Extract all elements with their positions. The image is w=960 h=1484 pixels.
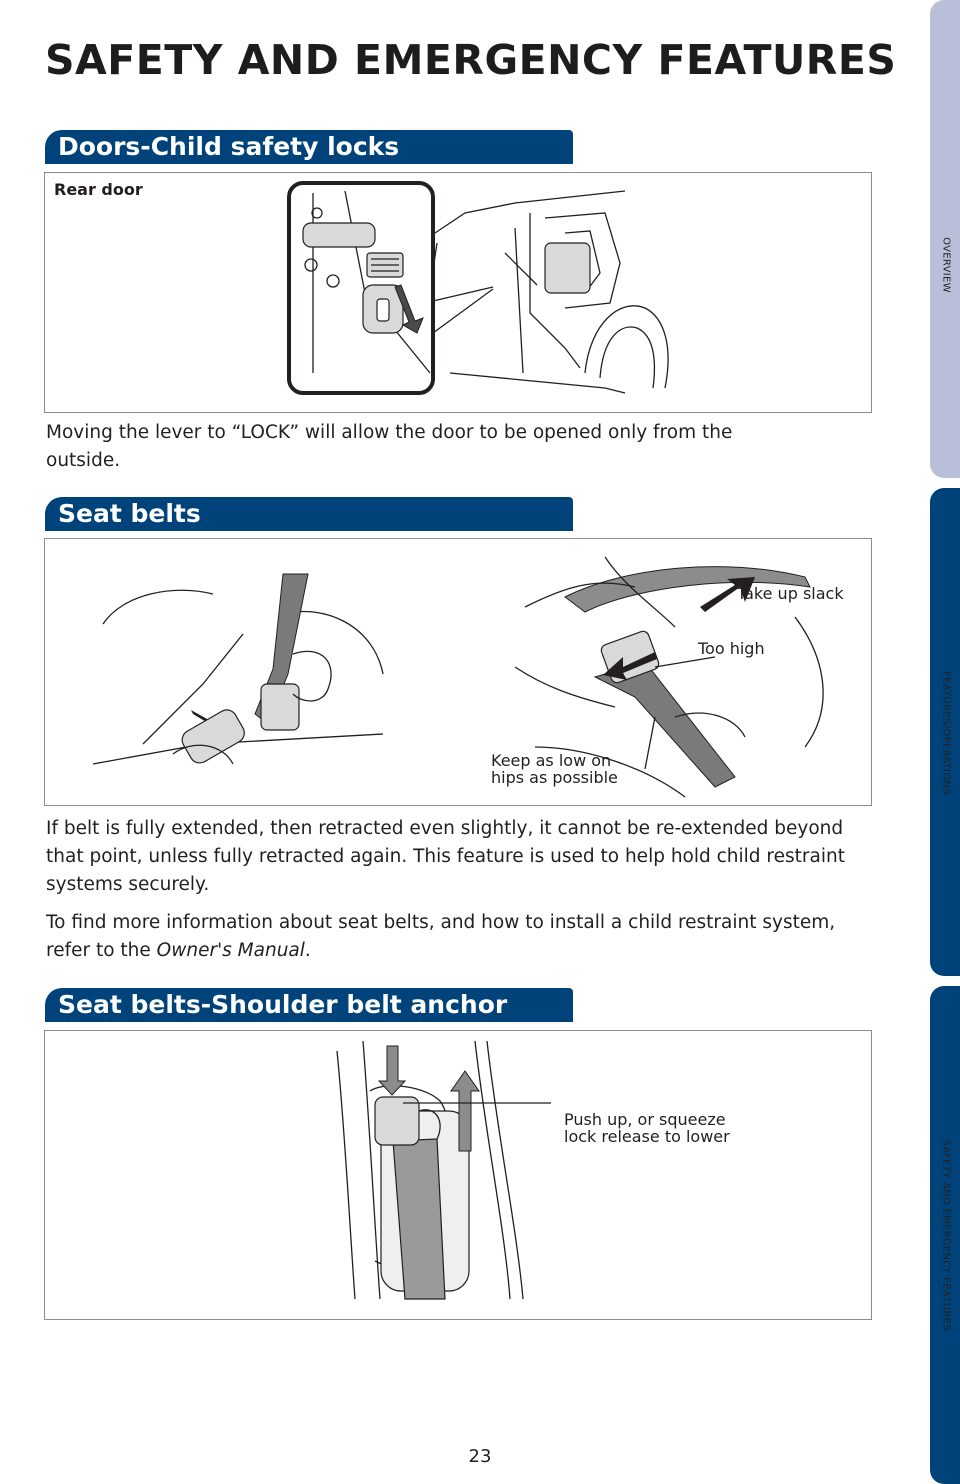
more-info-text: To find more information about seat belts, and how to install a child restraint system, refer to the <box>46 912 836 961</box>
label-take-up-slack: Take up slack <box>737 584 844 603</box>
section-header-seat-belts: Seat belts <box>45 497 573 531</box>
seat-belts-more-info <box>46 909 846 965</box>
child-locks-description: Moving the lever to “LOCK” will allow the door to be opened only from the outside. <box>46 422 733 471</box>
figure-seat-belts <box>44 538 872 806</box>
side-label-overview: OVERVIEW <box>940 237 952 293</box>
section-header-child-locks: Doors-Child safety locks <box>45 130 573 164</box>
figure-rear-door <box>44 172 872 413</box>
seat-belts-description: If belt is fully extended, then retracted even slightly, it cannot be re-extended beyond that point, unless fully retracted again. This feature is used to help hold child restraint systems securely. <box>46 818 845 895</box>
page-title: SAFETY AND EMERGENCY FEATURES <box>45 36 897 84</box>
label-keep-low-1: Keep as low on <box>491 751 612 770</box>
label-push-up-1: Push up, or squeeze <box>564 1110 726 1129</box>
label-push-up-2: lock release to lower <box>564 1127 730 1146</box>
rear-door-illustration <box>45 173 871 412</box>
label-too-high: Too high <box>698 639 765 658</box>
section-header-anchor: Seat belts-Shoulder belt anchor <box>45 988 573 1022</box>
shoulder-anchor-illustration <box>45 1031 871 1319</box>
more-info-end: . <box>304 940 311 961</box>
figure-shoulder-anchor <box>44 1030 872 1320</box>
label-keep-low-2: hips as possible <box>491 768 618 787</box>
side-label-features-operations: FEATURES/OPERATIONS <box>940 671 952 795</box>
owners-manual-reference: Owner's Manual <box>156 940 305 961</box>
page-number: 23 <box>468 1446 492 1467</box>
side-label-safety: SAFETY AND EMERGENCY FEATURES <box>940 1139 952 1331</box>
figure-label-rear-door: Rear door <box>54 180 143 199</box>
seat-belt-buckle-illustration <box>45 539 871 805</box>
